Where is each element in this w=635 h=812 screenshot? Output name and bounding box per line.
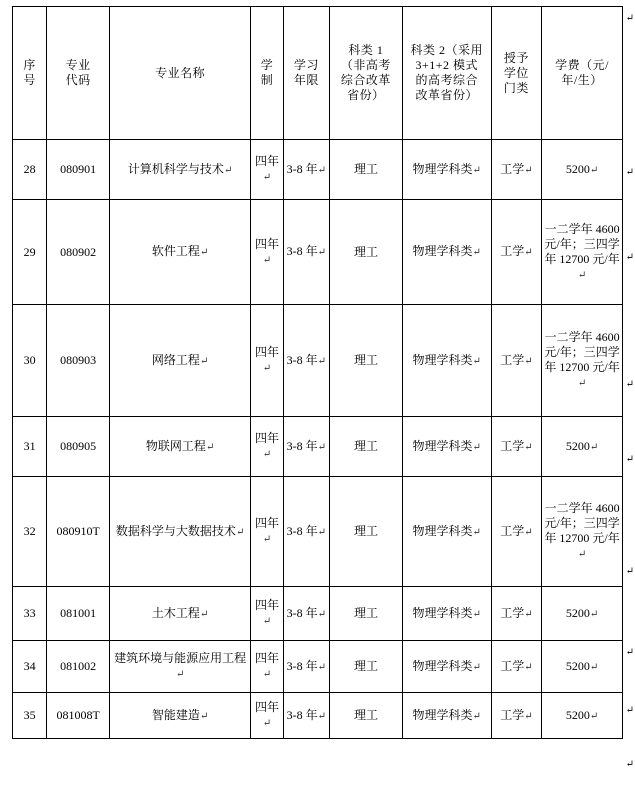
cell-degree-type-text: 工学 [500,352,525,367]
cell-degree-type [491,200,541,305]
paragraph-mark: ↵ [524,710,533,722]
edge-edit-mark: ↵ [625,647,634,658]
header-text-category1: 科类 1（非高考综合改革省份） [340,43,391,102]
cell-study-years [283,417,329,477]
cell-sequence [13,641,47,693]
cell-category-1-text: 理工 [353,353,378,367]
cell-tuition-fee [542,305,623,417]
header-text-degree: 授予学位门类 [503,50,529,95]
cell-program-length-text: 四年 [254,236,279,251]
paragraph-mark: ↵ [472,526,481,538]
paragraph-mark: ↵ [317,247,327,259]
cell-tuition-fee [542,200,623,305]
cell-tuition-fee [542,693,623,739]
paragraph-mark: ↵ [223,164,233,176]
cell-degree-type-text: 工学 [500,438,525,453]
cell-major-code-text: 080905 [60,439,97,453]
cell-category-1-text: 理工 [353,162,378,176]
cell-category-2-text: 物理学科类 [412,161,473,176]
cell-program-length-text: 四年 [254,345,279,360]
paragraph-mark: ↵ [577,549,587,561]
cell-category-1 [330,693,403,739]
cell-tuition-fee [542,477,623,587]
cell-sequence [13,417,47,477]
cell-category-2 [402,477,491,587]
cell-category-2-text: 物理学科类 [412,707,473,722]
cell-study-years [283,587,329,641]
edge-edit-mark: ↵ [625,13,634,24]
paragraph-mark: ↵ [317,661,327,673]
edge-edit-mark: ↵ [625,167,634,178]
paragraph-mark: ↵ [317,608,327,620]
cell-tuition-fee [542,417,623,477]
cell-category-2-text: 物理学科类 [412,605,473,620]
paragraph-mark: ↵ [317,441,327,453]
cell-tuition-fee-text: 5200 [565,707,590,722]
paragraph-mark: ↵ [472,710,481,722]
cell-sequence-text: 33 [23,606,36,620]
paragraph-mark: ↵ [472,608,481,620]
cell-category-1-text: 理工 [353,606,378,620]
cell-sequence [13,305,47,417]
paragraph-mark: ↵ [175,669,185,681]
cell-program-length-text: 四年 [254,700,279,715]
cell-tuition-fee-text: 5200 [565,658,590,673]
cell-category-2 [402,305,491,417]
header-text-code: 专业代码 [65,58,91,87]
cell-sequence [13,693,47,739]
cell-category-1 [330,200,403,305]
edge-edit-mark: ↵ [625,566,634,577]
cell-program-length-text: 四年 [254,431,279,446]
header-cell-seq [13,7,47,140]
cell-major-name-text: 计算机科学与技术 [127,161,224,176]
paragraph-mark: ↵ [199,247,209,259]
cell-major-name-text: 软件工程 [151,244,200,259]
cell-study-years-text: 3-8 年 [286,352,318,367]
cell-category-1 [330,417,403,477]
header-cell-category2 [402,7,491,140]
cell-tuition-fee-text: 5200 [565,605,590,620]
paragraph-mark: ↵ [577,378,587,390]
paragraph-mark: ↵ [524,608,533,620]
cell-study-years-text: 3-8 年 [286,707,318,722]
paragraph-mark: ↵ [317,710,327,722]
cell-program-length [251,587,283,641]
cell-study-years-text: 3-8 年 [286,161,318,176]
cell-sequence-text: 35 [23,708,36,722]
cell-major-code-text: 080902 [60,244,97,259]
paragraph-mark: ↵ [577,269,587,281]
cell-category-1 [330,641,403,693]
paragraph-mark: ↵ [317,355,327,367]
cell-sequence [13,477,47,587]
header-cell-category1 [330,7,403,140]
paragraph-mark: ↵ [524,247,533,259]
cell-degree-type-text: 工学 [500,244,525,259]
cell-study-years [283,641,329,693]
cell-major-name-text: 建筑环境与能源应用工程 [114,651,247,666]
cell-category-1 [330,477,403,587]
cell-program-length [251,417,283,477]
edge-edit-marks [623,0,634,812]
paragraph-mark: ↵ [524,441,533,453]
cell-major-code [47,305,110,417]
cell-sequence-text: 34 [23,659,36,673]
header-text-category2: 科类 2（采用 3+1+2 模式的高考综合改革省份） [410,43,483,102]
cell-category-1-text: 理工 [353,659,378,673]
cell-major-name-text: 数据科学与大数据技术 [115,523,236,538]
header-cell-years [283,7,329,140]
cell-category-1-text: 理工 [353,244,378,259]
edge-edit-mark: ↵ [625,252,634,263]
paragraph-mark: ↵ [199,710,209,722]
table-body [13,140,623,739]
cell-category-1-text: 理工 [353,439,378,453]
paragraph-mark: ↵ [199,355,209,367]
paragraph-mark: ↵ [524,355,533,367]
paragraph-mark: ↵ [262,254,272,266]
header-text-length: 学制 [260,58,274,87]
cell-sequence [13,587,47,641]
cell-sequence-text: 28 [23,162,36,176]
edge-edit-mark: ↵ [625,759,634,770]
cell-study-years [283,140,329,200]
paragraph-mark: ↵ [524,164,533,176]
cell-major-name [109,587,250,641]
cell-program-length-text: 四年 [254,598,279,613]
cell-category-2 [402,417,491,477]
cell-study-years-text: 3-8 年 [286,605,318,620]
cell-degree-type [491,641,541,693]
cell-major-code-text: 080910T [56,524,100,538]
cell-sequence-text: 32 [23,524,36,538]
cell-study-years-text: 3-8 年 [286,244,318,259]
paragraph-mark: ↵ [262,534,272,546]
cell-tuition-fee [542,641,623,693]
paragraph-mark: ↵ [205,441,215,453]
cell-major-code-text: 080901 [60,162,97,176]
cell-program-length [251,641,283,693]
paragraph-mark: ↵ [472,247,481,259]
cell-major-name-text: 土木工程 [151,605,200,620]
table-row [13,641,623,693]
cell-major-code [47,641,110,693]
cell-study-years-text: 3-8 年 [286,658,318,673]
paragraph-mark: ↵ [589,441,599,453]
paragraph-mark: ↵ [262,718,272,730]
cell-sequence-text: 31 [23,439,36,453]
paragraph-mark: ↵ [524,526,533,538]
cell-category-2 [402,200,491,305]
table-row [13,417,623,477]
cell-degree-type-text: 工学 [500,707,525,722]
cell-major-code-text: 081008T [56,708,100,722]
paragraph-mark: ↵ [317,526,327,538]
cell-major-name-text: 网络工程 [151,352,200,367]
cell-degree-type [491,693,541,739]
cell-category-1 [330,305,403,417]
cell-category-2 [402,693,491,739]
cell-program-length [251,477,283,587]
table-header-row [13,7,623,140]
cell-major-code [47,693,110,739]
cell-tuition-fee-text: 5200 [565,161,590,176]
cell-major-name-text: 智能建造 [151,707,200,722]
cell-category-2-text: 物理学科类 [412,244,473,259]
cell-major-name [109,417,250,477]
cell-program-length [251,305,283,417]
paragraph-mark: ↵ [262,669,272,681]
cell-major-name-text: 物联网工程 [145,438,206,453]
cell-category-1-text: 理工 [353,524,378,538]
cell-degree-type-text: 工学 [500,605,525,620]
cell-category-1-text: 理工 [353,708,378,722]
cell-major-code [47,200,110,305]
cell-major-code [47,417,110,477]
cell-degree-type [491,417,541,477]
paragraph-mark: ↵ [262,363,272,375]
paragraph-mark: ↵ [472,441,481,453]
major-catalog-table [12,6,623,739]
cell-sequence [13,200,47,305]
header-cell-name [109,7,250,140]
cell-tuition-fee [542,587,623,641]
header-cell-fee [542,7,623,140]
paragraph-mark: ↵ [199,608,209,620]
cell-sequence-text: 30 [23,353,36,367]
cell-category-1 [330,587,403,641]
cell-major-code [47,587,110,641]
paragraph-mark: ↵ [524,661,533,673]
edge-edit-mark: ↵ [625,705,634,716]
cell-program-length-text: 四年 [254,516,279,531]
cell-category-2 [402,587,491,641]
cell-category-2-text: 物理学科类 [412,658,473,673]
paragraph-mark: ↵ [317,164,327,176]
cell-program-length [251,200,283,305]
paragraph-mark: ↵ [262,449,272,461]
cell-degree-type [491,305,541,417]
cell-program-length [251,693,283,739]
cell-program-length-text: 四年 [254,154,279,169]
header-text-name: 专业名称 [155,65,206,80]
paragraph-mark: ↵ [589,661,599,673]
header-cell-code [47,7,110,140]
paragraph-mark: ↵ [589,608,599,620]
cell-degree-type [491,477,541,587]
cell-sequence-text: 29 [23,244,36,259]
header-cell-length [251,7,283,140]
cell-category-2 [402,140,491,200]
cell-major-name [109,641,250,693]
cell-category-2-text: 物理学科类 [412,352,473,367]
table-row [13,200,623,305]
cell-major-name [109,140,250,200]
cell-program-length-text: 四年 [254,651,279,666]
paragraph-mark: ↵ [589,164,599,176]
cell-major-name [109,477,250,587]
cell-category-2-text: 物理学科类 [412,523,473,538]
cell-category-1 [330,140,403,200]
cell-major-code [47,140,110,200]
cell-study-years [283,693,329,739]
cell-major-name [109,693,250,739]
cell-major-code-text: 080903 [60,353,97,367]
paragraph-mark: ↵ [235,526,245,538]
paragraph-mark: ↵ [472,164,481,176]
table-row [13,140,623,200]
paragraph-mark: ↵ [262,172,272,184]
paragraph-mark: ↵ [262,616,272,628]
paragraph-mark: ↵ [589,710,599,722]
cell-degree-type [491,140,541,200]
cell-tuition-fee-text: 一二学年 4600 元/年；三四学年 12700 元/年 [544,221,620,266]
cell-category-2 [402,641,491,693]
cell-tuition-fee [542,140,623,200]
paragraph-mark: ↵ [472,355,481,367]
cell-study-years [283,200,329,305]
table-row [13,693,623,739]
cell-category-2-text: 物理学科类 [412,438,473,453]
table-row [13,587,623,641]
cell-major-code [47,477,110,587]
cell-major-code-text: 081001 [60,606,97,620]
cell-major-name [109,305,250,417]
header-text-fee: 学费（元/年/生） [555,58,609,87]
cell-study-years-text: 3-8 年 [286,438,318,453]
cell-program-length [251,140,283,200]
cell-study-years [283,477,329,587]
cell-tuition-fee-text: 5200 [565,438,590,453]
cell-sequence [13,140,47,200]
cell-study-years-text: 3-8 年 [286,523,318,538]
cell-degree-type-text: 工学 [500,523,525,538]
cell-tuition-fee-text: 一二学年 4600 元/年；三四学年 12700 元/年 [544,330,620,375]
table-row [13,477,623,587]
cell-degree-type-text: 工学 [500,161,525,176]
cell-tuition-fee-text: 一二学年 4600 元/年；三四学年 12700 元/年 [544,501,620,546]
header-text-years: 学习年限 [293,58,319,87]
edge-edit-mark: ↵ [625,454,634,465]
cell-degree-type-text: 工学 [500,658,525,673]
cell-study-years [283,305,329,417]
cell-degree-type [491,587,541,641]
header-text-seq: 序号 [23,58,36,87]
cell-major-code-text: 081002 [60,659,97,673]
cell-major-name [109,200,250,305]
paragraph-mark: ↵ [472,661,481,673]
edge-edit-mark: ↵ [625,379,634,390]
table-row [13,305,623,417]
header-cell-degree [491,7,541,140]
